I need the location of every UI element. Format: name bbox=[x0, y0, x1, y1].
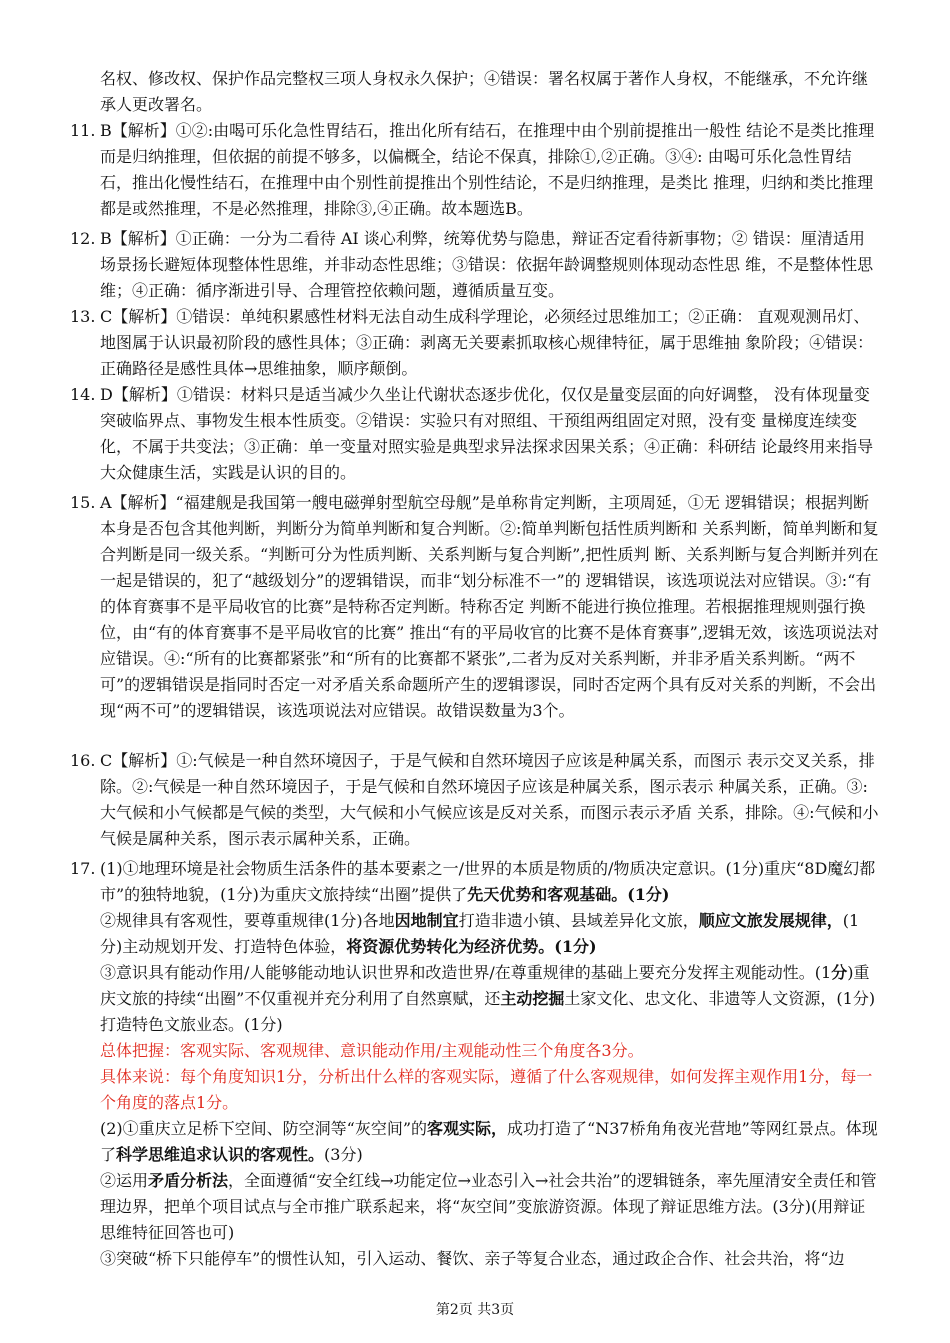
answer-14: D【解析】①错误：材料只是适当减少久坐让代谢状态逐步优化，仅仅是量变层面的向好调整， 没有体现量变突破临界点、事物发生根本性质变。②错误：实验只有对照组、干预组两组固定对照，没有变 量梯度连续变化，不属于共变法；③正确：单一变量对照实验是典型求异法探求因果关系；④正确：科研结 论最终用来指导大众健康生活，实践是认识的目的。 bbox=[100, 385, 874, 482]
question-number-14: 14. bbox=[70, 385, 96, 404]
q17-part1-point1 bbox=[100, 856, 880, 908]
q17-part1-point2 bbox=[100, 908, 880, 960]
answer-15: A【解析】“福建舰是我国第一艘电磁弹射型航空母舰”是单称肯定判断，主项周延，①无 逻辑错误；根据判断本身是否包含其他判断，判断分为简单判断和复合判断。②:简单判断包括性质判断和 关系判断，简单判断和复合判断是同一级关系。“判断可分为性质判断、关系判断与复合判断”,把性质判 断、关系判断与复合判断并列在一起是错误的，犯了“越级划分”的逻辑错误，而非“划分标准不一”的 逻辑错误，该选项说法对应错误。③:“有的体育赛事不是平局收官的比赛”是特称否定判断。特称否定 判断不能进行换位推理。若根据推理规则强行换位，由“有的体育赛事不是平局收官的比赛” 推出“有的平局收官的比赛不是体育赛事”,逻辑无效，该选项说法对应错误。④:“所有的比赛都紧张”和“所有的比赛都不紧张”,二者为反对关系判断，并非矛盾关系判断。“两不可”的逻辑错误是指同时否定一对矛盾关系命题所产生的逻辑谬误，同时否定两个具有反对关系的判断，不会出现“两不可”的逻辑错误，该选项说法对应错误。故错误数量为3个。 bbox=[100, 493, 879, 720]
q17-p2-text-a: ②规律具有客观性，要尊重规律(1分)各地 bbox=[100, 911, 395, 930]
q17-p3-text-a: ③意识具有能动作用/人能够能动地认识世界和改造世界/在尊重规律的基础上要充分发挥主观能动性。(1 bbox=[100, 963, 832, 982]
page-footer: 第2页 共3页 bbox=[435, 1302, 515, 1318]
q17-p1-key: 先天优势和客观基础。(1分) bbox=[467, 885, 670, 904]
answer-11: B【解析】①②:由喝可乐化急性胃结石，推出化所有结石，在推理中由个别前提推出一般性 结论不是类比推理而是归纳推理，但依据的前提不够多，以偏概全，结论不保真，排除①,②正确。③④: 由喝可乐化急性胃结石，推出化慢性结石，在推理中由个别性前提推出个别性结论，不是归纳推理，是类比 推理，归纳和类比推理都是或然推理，不是必然推理，排除③,④正确。故本题选B。 bbox=[100, 121, 875, 218]
q17-p4-text-a: (2)①重庆立足桥下空间、防空洞等“灰空间”的 bbox=[100, 1119, 428, 1138]
q17-p2-key-b: 顺应文旅发展规律， bbox=[698, 911, 843, 930]
q17-p3-key-b: 主动挖掘 bbox=[500, 989, 565, 1008]
q17-p4-score: (3分) bbox=[324, 1145, 363, 1164]
q17-p3-text-c: 土家文化、忠文化、非遗等人文资源，(1分)打造特色文旅业态。(1分) bbox=[100, 989, 876, 1034]
q17-p2-text-c: (1分)主动规划开发、打造特色体验， bbox=[100, 911, 860, 956]
q17-p4-text-b: 成功打造了“N37桥角角夜光营地”等网红景点。体现了 bbox=[100, 1119, 878, 1164]
q17-p3-text-b: )重庆文旅的持续“出圈”不仅重视并充分利用了自然禀赋，还 bbox=[100, 963, 870, 1008]
q17-part1-point3 bbox=[100, 960, 880, 1038]
q17-part2-point2 bbox=[100, 1168, 880, 1246]
question-number-12: 12. bbox=[70, 229, 96, 248]
q17-p3-key-a: 分 bbox=[831, 963, 848, 982]
q17-p4-key-b: 科学思维追求认识的客观性。 bbox=[116, 1145, 325, 1164]
q17-p5-text-a: ②运用 bbox=[100, 1171, 149, 1190]
question-number-16: 16. bbox=[70, 751, 96, 770]
scoring-note-detail: 具体来说：每个角度知识1分，分析出什么样的客观实际，遵循了什么客观规律，如何发挥主观作用1分，每一个角度的落点1分。 bbox=[100, 1067, 873, 1112]
scoring-note-overall: 总体把握：客观实际、客观规律、意识能动作用/主观能动性三个角度各3分。 bbox=[100, 1041, 644, 1060]
q17-p2-key-a: 因地制宜 bbox=[394, 911, 459, 930]
answer-16: C【解析】①:气候是一种自然环境因子，于是气候和自然环境因子应该是种属关系，而图示 表示交叉关系，排除。②:气候是一种自然环境因子，于是气候和自然环境因子应该是种属关系，图示表示 种属关系，正确。③:大气候和小气候都是气候的类型，大气候和小气候应该是反对关系，而图示表示矛盾 关系，排除。④:气候和小气候是属种关系，图示表示属种关系，正确。 bbox=[100, 751, 879, 848]
question-number-15: 15. bbox=[70, 493, 96, 512]
continuation-text: 名权、修改权、保护作品完整权三项人身权永久保护；④错误：署名权属于著作人身权，不能继承，不允许继承人更改署名。 bbox=[100, 69, 869, 114]
q17-p5-key: 矛盾分析法 bbox=[148, 1171, 229, 1190]
answer-13: C【解析】①错误：单纯积累感性材料无法自动生成科学理论，必须经过思维加工；②正确： 直观观测吊灯、地图属于认识最初阶段的感性具体；③正确：剥离无关要素抓取核心规律特征，属于思维抽 象阶段；④错误：正确路径是感性具体→思维抽象，顺序颠倒。 bbox=[100, 307, 874, 378]
q17-part2-point1 bbox=[100, 1116, 880, 1168]
q17-p2-key-c: 将资源优势转化为经济优势。(1分) bbox=[346, 937, 597, 956]
question-number-17: 17. bbox=[70, 859, 96, 878]
q17-p5-text-b: ，全面遵循“安全红线→功能定位→业态引入→社会共治”的逻辑链条，率先厘清安全责任和管理边界，把单个项目试点与全市推广联系起来，将“灰空间”变旅游资源。体现了辩证思维方法。(3分)(用辩证思维特征回答也可) bbox=[100, 1171, 877, 1242]
answer-12: B【解析】①正确：一分为二看待 AI 谈心利弊，统筹优势与隐患，辩证否定看待新事物；② 错误：厘清适用场景扬长避短体现整体性思维，并非动态性思维；③错误：依据年龄调整规则体现动态性思 维，不是整体性思维；④正确：循序渐进引导、合理管控依赖问题，遵循质量互变。 bbox=[100, 229, 874, 300]
q17-p4-key-a: 客观实际， bbox=[427, 1119, 508, 1138]
question-number-11: 11. bbox=[70, 121, 96, 140]
q17-part2-point3: ③突破“桥下只能停车”的惯性认知，引入运动、餐饮、亲子等复合业态，通过政企合作、社会共治，将“边 bbox=[100, 1249, 845, 1268]
question-number-13: 13. bbox=[70, 307, 96, 326]
q17-p1-text: (1)①地理环境是社会物质生活条件的基本要素之一/世界的本质是物质的/物质决定意识。(1分)重庆“8D魔幻都市”的独特地貌，(1分)为重庆文旅持续“出圈”提供了 bbox=[100, 859, 876, 904]
q17-p2-text-b: 打造非遗小镇、县域差异化文旅， bbox=[458, 911, 699, 930]
